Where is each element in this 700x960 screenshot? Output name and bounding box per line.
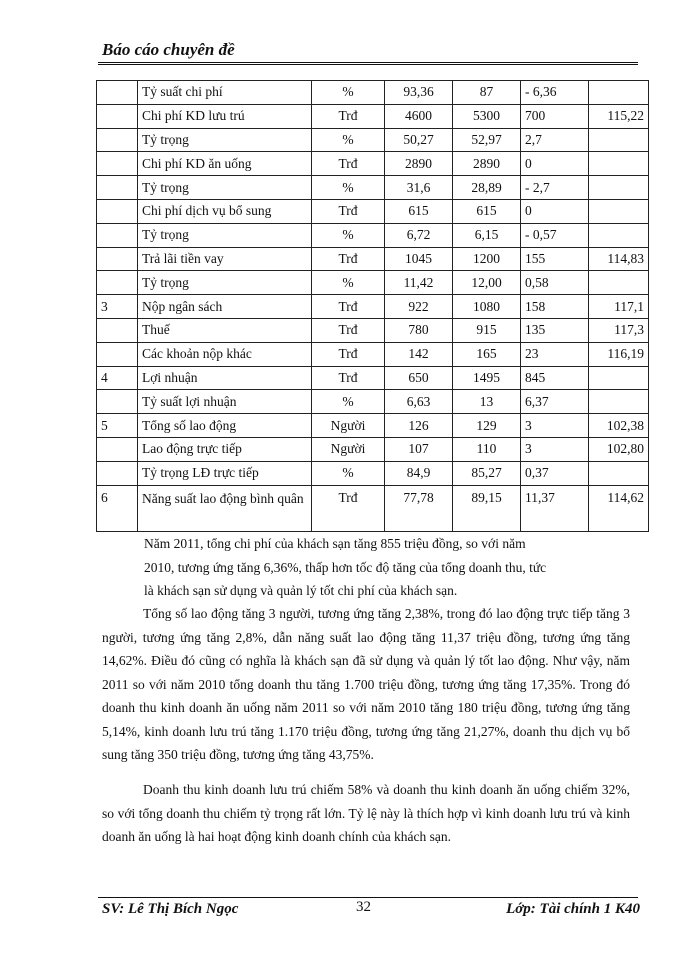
row-percent [589, 223, 649, 247]
row-unit: % [312, 390, 385, 414]
table-row [97, 128, 649, 152]
row-value-2011: 129 [453, 414, 521, 438]
row-value-2010: 11,42 [385, 271, 453, 295]
row-difference: 6,37 [521, 390, 589, 414]
row-difference: 700 [521, 104, 589, 128]
row-difference: - 0,57 [521, 223, 589, 247]
row-unit: Người [312, 414, 385, 438]
row-difference: 845 [521, 366, 589, 390]
table-row [97, 152, 649, 176]
row-percent [589, 128, 649, 152]
row-label: Tỷ trọng [138, 271, 312, 295]
row-value-2011: 1080 [453, 295, 521, 319]
row-label: Tỷ trọng [138, 176, 312, 200]
row-percent [589, 152, 649, 176]
row-value-2010: 922 [385, 295, 453, 319]
row-value-2011: 1200 [453, 247, 521, 271]
row-value-2011: 85,27 [453, 461, 521, 485]
row-value-2010: 77,78 [385, 485, 453, 531]
row-value-2011: 5300 [453, 104, 521, 128]
table-row [97, 485, 649, 531]
header-rule [98, 62, 638, 65]
row-percent [589, 390, 649, 414]
row-percent [589, 271, 649, 295]
row-unit: Người [312, 437, 385, 461]
row-unit: Trđ [312, 366, 385, 390]
row-number [97, 176, 138, 200]
row-value-2010: 50,27 [385, 128, 453, 152]
row-number [97, 318, 138, 342]
row-number: 5 [97, 414, 138, 438]
paragraph-1-line-1: Năm 2011, tổng chi phí của khách sạn tăng 855 triệu đồng, so với năm [144, 536, 526, 551]
row-number [97, 128, 138, 152]
row-difference: 0,37 [521, 461, 589, 485]
row-percent [589, 461, 649, 485]
row-unit: % [312, 271, 385, 295]
footer-student: SV: Lê Thị Bích Ngọc [102, 901, 239, 917]
row-label: Các khoản nộp khác [138, 342, 312, 366]
row-difference: 158 [521, 295, 589, 319]
row-percent: 115,22 [589, 104, 649, 128]
table-row [97, 104, 649, 128]
row-label: Tỷ trọng LĐ trực tiếp [138, 461, 312, 485]
row-difference: 0,58 [521, 271, 589, 295]
row-unit: % [312, 223, 385, 247]
row-label: Chi phí KD lưu trú [138, 104, 312, 128]
page-header-title: Báo cáo chuyên đề [102, 40, 235, 59]
row-percent: 117,3 [589, 318, 649, 342]
row-percent: 114,83 [589, 247, 649, 271]
row-label: Chi phí dịch vụ bổ sung [138, 199, 312, 223]
row-unit: Trđ [312, 295, 385, 319]
row-percent [589, 176, 649, 200]
footer-class: Lớp: Tài chính 1 K40 [506, 901, 640, 917]
paragraph-3 [102, 778, 630, 849]
row-label: Chi phí KD ăn uống [138, 152, 312, 176]
row-percent: 114,62 [589, 485, 649, 531]
table-row [97, 199, 649, 223]
row-number [97, 223, 138, 247]
row-number [97, 461, 138, 485]
row-unit: % [312, 176, 385, 200]
table-row [97, 390, 649, 414]
table-row [97, 461, 649, 485]
row-value-2011: 615 [453, 199, 521, 223]
row-unit: Trđ [312, 199, 385, 223]
row-unit: Trđ [312, 104, 385, 128]
row-value-2011: 89,15 [453, 485, 521, 531]
row-value-2010: 31,6 [385, 176, 453, 200]
row-number [97, 81, 138, 105]
footer-rule [98, 897, 638, 898]
row-number [97, 199, 138, 223]
row-value-2011: 12,00 [453, 271, 521, 295]
paragraph-1-line-2: 2010, tương ứng tăng 6,36%, thấp hơn tốc độ tăng của tổng doanh thu, tức [144, 559, 547, 575]
row-value-2010: 1045 [385, 247, 453, 271]
row-value-2011: 28,89 [453, 176, 521, 200]
row-difference: 155 [521, 247, 589, 271]
row-label: Tỷ trọng [138, 223, 312, 247]
row-value-2011: 13 [453, 390, 521, 414]
row-difference: 0 [521, 152, 589, 176]
row-value-2010: 780 [385, 318, 453, 342]
row-percent [589, 81, 649, 105]
row-number [97, 342, 138, 366]
row-unit: % [312, 128, 385, 152]
row-number [97, 437, 138, 461]
paragraph-1-line-3: là khách sạn sử dụng và quản lý tốt chi phí của khách sạn. [144, 583, 458, 598]
table-row [97, 414, 649, 438]
row-difference: 3 [521, 414, 589, 438]
data-table [96, 80, 649, 532]
row-number [97, 152, 138, 176]
paragraph-1 [102, 532, 630, 603]
row-label: Nộp ngân sách [138, 295, 312, 319]
row-unit: Trđ [312, 247, 385, 271]
row-number [97, 247, 138, 271]
row-value-2010: 4600 [385, 104, 453, 128]
row-label: Lợi nhuận [138, 366, 312, 390]
row-difference: 2,7 [521, 128, 589, 152]
row-number [97, 271, 138, 295]
row-value-2011: 52,97 [453, 128, 521, 152]
row-value-2011: 915 [453, 318, 521, 342]
row-label: Lao động trực tiếp [138, 437, 312, 461]
row-label: Thuế [138, 318, 312, 342]
row-number [97, 104, 138, 128]
row-percent: 117,1 [589, 295, 649, 319]
row-value-2011: 110 [453, 437, 521, 461]
row-difference: - 2,7 [521, 176, 589, 200]
table-row [97, 81, 649, 105]
row-value-2010: 650 [385, 366, 453, 390]
row-value-2010: 6,72 [385, 223, 453, 247]
table-row [97, 223, 649, 247]
row-percent [589, 366, 649, 390]
paragraph-3-text: Doanh thu kinh doanh lưu trú chiếm 58% và doanh thu kinh doanh ăn uống chiếm 32%, so với tổng doanh thu chiếm tỷ trọng rất lớn. Tỷ lệ này là thích hợp vì kinh doanh lưu trú và kinh doanh ăn uống là hai hoạt động kinh doanh chính của khách sạn. [102, 782, 630, 844]
row-value-2010: 84,9 [385, 461, 453, 485]
row-percent: 102,38 [589, 414, 649, 438]
row-percent: 116,19 [589, 342, 649, 366]
row-difference: 135 [521, 318, 589, 342]
row-number: 6 [97, 485, 138, 531]
row-value-2010: 615 [385, 199, 453, 223]
row-unit: Trđ [312, 485, 385, 531]
row-label: Tổng số lao động [138, 414, 312, 438]
row-value-2010: 107 [385, 437, 453, 461]
paragraph-2 [102, 602, 630, 767]
row-number: 4 [97, 366, 138, 390]
row-difference: 11,37 [521, 485, 589, 531]
row-difference: 23 [521, 342, 589, 366]
row-value-2010: 2890 [385, 152, 453, 176]
row-percent: 102,80 [589, 437, 649, 461]
row-label: Tỷ suất lợi nhuận [138, 390, 312, 414]
table-row [97, 271, 649, 295]
row-value-2011: 1495 [453, 366, 521, 390]
row-label: Năng suất lao động bình quân [138, 485, 312, 531]
row-label: Trả lãi tiền vay [138, 247, 312, 271]
row-unit: Trđ [312, 152, 385, 176]
table-row [97, 437, 649, 461]
row-value-2011: 6,15 [453, 223, 521, 247]
row-number: 3 [97, 295, 138, 319]
table-row [97, 247, 649, 271]
table-row [97, 366, 649, 390]
row-value-2010: 6,63 [385, 390, 453, 414]
table-row [97, 295, 649, 319]
footer-page-number: 32 [356, 899, 371, 915]
row-value-2011: 165 [453, 342, 521, 366]
row-unit: % [312, 81, 385, 105]
row-number [97, 390, 138, 414]
row-label: Tỷ suất chi phí [138, 81, 312, 105]
row-difference: 3 [521, 437, 589, 461]
paragraph-2-text: Tổng số lao động tăng 3 người, tương ứng tăng 2,38%, trong đó lao động trực tiếp tăng 3 người, tương ứng tăng 2,8%, dẫn năng suất lao động tăng 11,37 triệu đồng, tương ứng tăng 14,62%. Điều đó cũng có nghĩa là khách sạn đã sử dụng và quản lý tốt lao động. Như vậy, năm 2011 so với năm 2010 tổng doanh thu tăng 1.700 triệu đồng, tương ứng tăng 17,35%. Trong đó doanh thu kinh doanh ăn uống năm 2011 so với năm 2010 tăng 180 triệu đồng, tương ứng tăng 5,14%, kinh doanh lưu trú tăng 1.170 triệu đồng, tương ứng tăng 21,27%, doanh thu dịch vụ bổ sung tăng 350 triệu đồng, tương ứng tăng 43,75%. [102, 606, 630, 762]
row-value-2010: 93,36 [385, 81, 453, 105]
row-percent [589, 199, 649, 223]
table-row [97, 318, 649, 342]
table-row [97, 176, 649, 200]
row-unit: % [312, 461, 385, 485]
row-difference: 0 [521, 199, 589, 223]
table-row [97, 342, 649, 366]
row-difference: - 6,36 [521, 81, 589, 105]
row-value-2011: 2890 [453, 152, 521, 176]
row-label: Tỷ trọng [138, 128, 312, 152]
row-unit: Trđ [312, 318, 385, 342]
row-value-2011: 87 [453, 81, 521, 105]
row-value-2010: 126 [385, 414, 453, 438]
row-unit: Trđ [312, 342, 385, 366]
row-value-2010: 142 [385, 342, 453, 366]
